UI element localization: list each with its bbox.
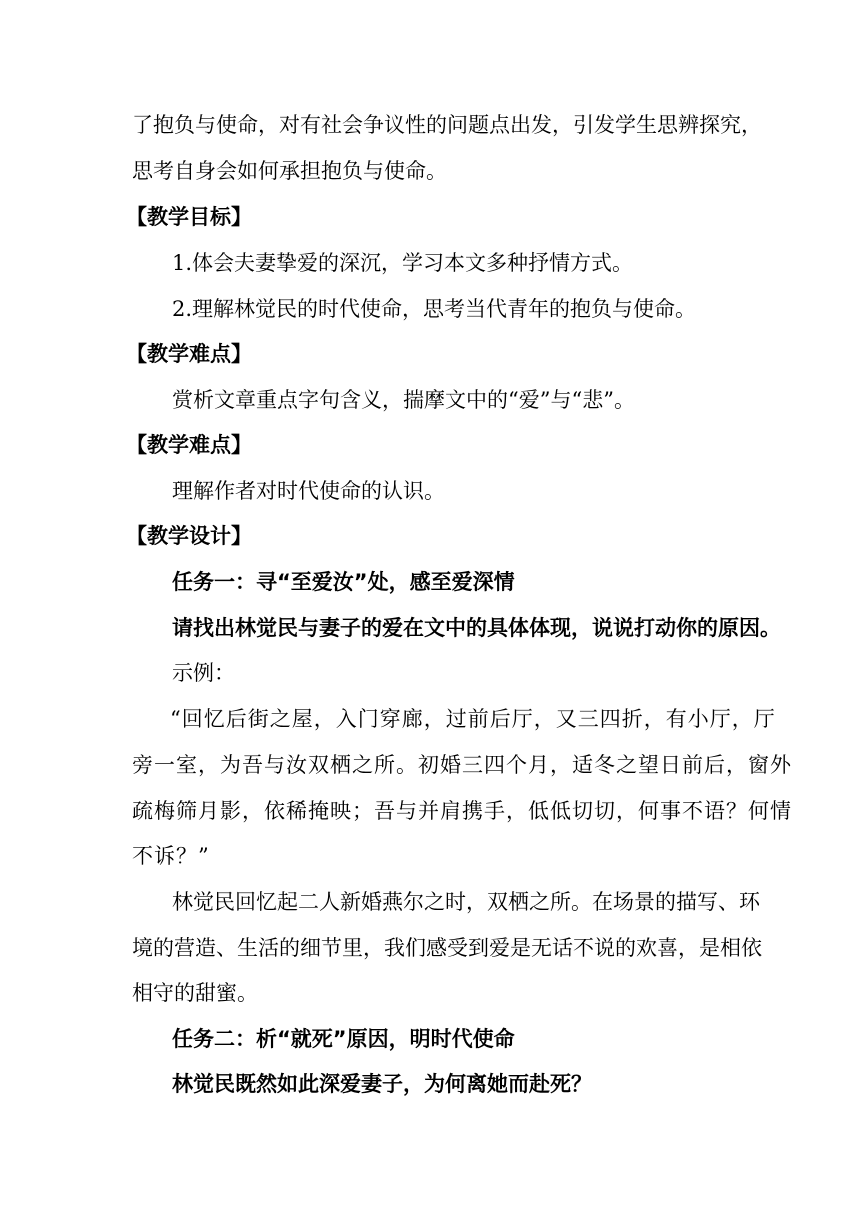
- difficulty-heading-1: 【教学难点】: [126, 342, 252, 366]
- difficulty-heading-2: 【教学难点】: [126, 433, 252, 457]
- objective-item-2: 2.理解林觉民的时代使命，思考当代青年的抱负与使命。: [172, 297, 697, 321]
- objective-item-1: 1.体会夫妻挚爱的深沉，学习本文多种抒情方式。: [172, 251, 634, 275]
- objectives-heading: 【教学目标】: [126, 205, 252, 229]
- example-label: 示例：: [172, 661, 235, 685]
- quote-line-4: 不诉？”: [132, 844, 210, 868]
- task1-title: 任务一：寻“至爱汝”处，感至爱深情: [172, 570, 515, 594]
- quote-line-1: “回忆后街之屋，入门穿廊，过前后厅，又三四折，有小厅，厅: [170, 707, 776, 731]
- quote-line-2: 旁一室，为吾与汝双栖之所。初婚三四个月，适冬之望日前后，窗外: [132, 753, 792, 777]
- analysis-line-2: 境的营造、生活的细节里，我们感受到爱是无话不说的欢喜，是相依: [132, 936, 762, 960]
- intro-line-1: 了抱负与使命，对有社会争议性的问题点出发，引发学生思辨探究，: [132, 113, 762, 137]
- quote-line-3: 疏梅筛月影，依稀掩映；吾与并肩携手，低低切切，何事不语？何情: [132, 799, 792, 823]
- task2-title: 任务二：析“就死”原因，明时代使命: [172, 1027, 515, 1051]
- difficulty-text-2: 理解作者对时代使命的认识。: [172, 479, 445, 503]
- design-heading: 【教学设计】: [126, 524, 252, 548]
- difficulty-text-1: 赏析文章重点字句含义，揣摩文中的“爱”与“悲”。: [172, 388, 635, 412]
- intro-line-2: 思考自身会如何承担抱负与使命。: [132, 159, 447, 183]
- analysis-line-3: 相守的甜蜜。: [132, 981, 258, 1005]
- task1-question: 请找出林觉民与妻子的爱在文中的具体体现，说说打动你的原因。: [172, 616, 781, 640]
- task2-question: 林觉民既然如此深爱妻子，为何离她而赴死？: [172, 1072, 592, 1096]
- analysis-line-1: 林觉民回忆起二人新婚燕尔之时，双栖之所。在场景的描写、环: [172, 890, 760, 914]
